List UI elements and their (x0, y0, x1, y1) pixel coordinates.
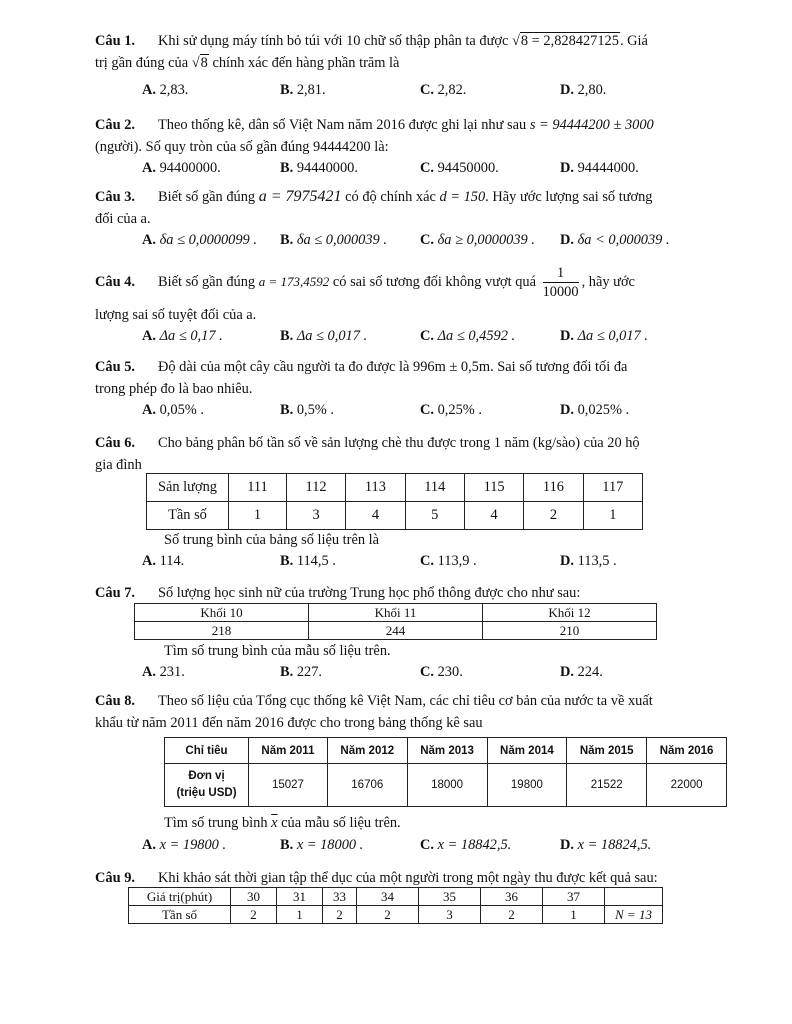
table-cell: 1 (543, 906, 605, 924)
fraction-denominator: 10000 (542, 284, 579, 301)
options-q1 (142, 79, 702, 101)
table-header-cell: Khối 12 (483, 604, 657, 622)
question-text: Theo thống kê, dân số Việt Nam năm 2016 được ghi lại như sau (158, 117, 527, 133)
option-d[interactable]: D. Δa ≤ 0,017 . (560, 328, 648, 344)
question-text: chính xác đến hàng phần trăm là (212, 55, 400, 71)
table-header-cell: Năm 2015 (567, 738, 647, 764)
option-a[interactable]: A. 0,05% . (142, 402, 204, 418)
question-text: lượng sai số tuyệt đối của a. (95, 307, 257, 323)
option-d[interactable]: D. 2,80. (560, 82, 607, 98)
question-1: Câu 1. Khi sử dụng máy tính bỏ túi với 10 chữ số thập phân ta được √8 = 2,828427125. Giá trị gần đúng của √8 chính xác đến hàng phần trăm là (95, 30, 705, 74)
fraction-numerator: 1 (556, 265, 565, 282)
table-cell: 111 (229, 474, 287, 502)
table-header-cell: Năm 2011 (249, 738, 328, 764)
sqrt-radicand: 8 (200, 55, 208, 71)
option-a[interactable]: A. 114. (142, 553, 185, 569)
question-text: Tìm số trung bình (164, 815, 268, 831)
question-8 (95, 690, 705, 734)
table-cell: 34 (357, 888, 419, 906)
xbar-symbol: $\overline{x}$ (271, 815, 278, 831)
question-label: Câu 2. (95, 117, 135, 133)
question-text: . Sai số tương đối tối đa (490, 359, 628, 375)
table-header-cell: Năm 2014 (487, 738, 567, 764)
question-label: Câu 9. (95, 870, 135, 886)
students-table (134, 603, 657, 640)
option-a[interactable]: A. 94400000. (142, 160, 221, 176)
option-b[interactable]: B. 94440000. (280, 160, 358, 176)
option-c[interactable]: C. 0,25% . (420, 402, 482, 418)
option-c[interactable]: C. x = 18842,5. (420, 837, 512, 853)
option-a[interactable]: A. 231. (142, 664, 185, 680)
option-b[interactable]: B. 2,81. (280, 82, 326, 98)
table-cell: 115 (464, 474, 523, 502)
table-cell: 244 (309, 622, 483, 640)
options-q4 (142, 325, 702, 347)
table-row (165, 764, 727, 807)
table-cell: 1 (583, 502, 642, 530)
question-text: khẩu từ năm 2011 đến năm 2016 được cho trong bảng thống kê sau (95, 715, 483, 731)
question-text: . Hãy ước lượng sai số tương (485, 189, 653, 205)
question-5 (95, 356, 705, 400)
question-text: trị gần đúng của (95, 55, 189, 71)
options-q7 (142, 661, 702, 683)
table-cell: N = 13 (605, 906, 663, 924)
table-row (129, 906, 663, 924)
question-label: Câu 3. (95, 189, 135, 205)
question-text: Biết số gần đúng (158, 274, 256, 290)
question-text: của mẫu số liệu trên. (281, 815, 401, 831)
question-4-cont (95, 304, 705, 326)
options-q3 (142, 229, 702, 251)
option-b[interactable]: B. δa ≤ 0,000039 . (280, 232, 387, 248)
question-6 (95, 432, 705, 476)
question-text: có độ chính xác (345, 189, 436, 205)
question-text: Số trung bình của bảng số liệu trên là (164, 532, 380, 548)
question-text: (người). Số quy tròn của số gần đúng 94444200 là: (95, 139, 389, 155)
table-cell: 35 (419, 888, 481, 906)
table-cell: 18000 (407, 764, 487, 807)
table-cell: 114 (405, 474, 464, 502)
option-d[interactable]: D. 224. (560, 664, 603, 680)
table-cell: 1 (229, 502, 287, 530)
table-cell: 33 (323, 888, 357, 906)
option-b[interactable]: B. 114,5 . (280, 553, 336, 569)
table-cell: 210 (483, 622, 657, 640)
equation: d = 150 (439, 189, 486, 205)
table-cell: 30 (231, 888, 277, 906)
table-cell: 4 (464, 502, 523, 530)
table-cell: 113 (346, 474, 405, 502)
question-text: Số lượng học sinh nữ của trường Trung học phổ thông được cho như sau: (158, 585, 581, 601)
table-cell (605, 888, 663, 906)
table-cell: 1 (277, 906, 323, 924)
table-cell: 3 (286, 502, 345, 530)
equation: a = 173,4592 (258, 274, 330, 289)
question-label: Câu 5. (95, 359, 135, 375)
question-text: gia đình (95, 457, 142, 473)
option-a[interactable]: A. Δa ≤ 0,17 . (142, 328, 223, 344)
table-header-cell: Giá trị(phút) (129, 888, 231, 906)
question-4 (95, 260, 705, 304)
option-b[interactable]: B. 227. (280, 664, 322, 680)
table-cell: 5 (405, 502, 464, 530)
table-header-cell: Năm 2016 (647, 738, 727, 764)
table-cell: 3 (419, 906, 481, 924)
question-2 (95, 114, 705, 136)
table-cell: 21522 (567, 764, 647, 807)
option-d[interactable]: D. 94444000. (560, 160, 639, 176)
table-cell: 31 (277, 888, 323, 906)
table-cell: 2 (231, 906, 277, 924)
question-text: Tìm số trung bình của mẫu số liệu trên. (164, 643, 391, 659)
question-text: Khi sử dụng máy tính bỏ túi với 10 chữ số thập phân ta được (158, 33, 509, 49)
option-d[interactable]: D. 0,025% . (560, 402, 630, 418)
table-cell: 22000 (647, 764, 727, 807)
option-c[interactable]: C. 113,9 . (420, 553, 477, 569)
table-header-cell: Sản lượng (147, 474, 229, 502)
exercise-table (128, 887, 663, 924)
options-q8 (142, 834, 702, 856)
table-cell: 2 (524, 502, 583, 530)
question-label: Câu 4. (95, 274, 135, 290)
option-b[interactable]: B. 0,5% . (280, 402, 334, 418)
table-header-cell: Khối 11 (309, 604, 483, 622)
question-label: Câu 7. (95, 585, 135, 601)
export-table (164, 737, 727, 807)
option-a[interactable]: A. δa ≤ 0,0000099 . (142, 232, 257, 248)
unit-label: Đơn vị (188, 770, 225, 782)
question-label: Câu 8. (95, 693, 135, 709)
table-cell: 15027 (249, 764, 328, 807)
table-cell: 112 (286, 474, 345, 502)
question-text: đối của a. (95, 211, 151, 227)
question-text: Khi khảo sát thời gian tập thể dục của một người trong một ngày thu được kết quả sau: (158, 870, 658, 886)
table-cell: 2 (323, 906, 357, 924)
table-row (129, 888, 663, 906)
option-c[interactable]: C. δa ≥ 0,0000039 . (420, 232, 535, 248)
option-b[interactable]: B. Δa ≤ 0,017 . (280, 328, 368, 344)
question-text: có sai số tương đối không vượt quá (332, 274, 536, 290)
question-8-prompt (164, 813, 401, 833)
table-cell: 2 (481, 906, 543, 924)
table-cell: 4 (346, 502, 405, 530)
table-row (135, 604, 657, 622)
table-header-cell: Chỉ tiêu (165, 738, 249, 764)
question-text: , hãy ước (581, 274, 635, 290)
table-header-cell: Tần số (129, 906, 231, 924)
option-d[interactable]: D. δa < 0,000039 . (560, 232, 670, 248)
option-d[interactable]: D. 113,5 . (560, 553, 617, 569)
table-cell: 218 (135, 622, 309, 640)
table-cell: 37 (543, 888, 605, 906)
table-row (147, 502, 643, 530)
question-text: Biết số gần đúng (158, 189, 256, 205)
table-header-cell: Khối 10 (135, 604, 309, 622)
option-c[interactable]: C. 230. (420, 664, 463, 680)
option-a[interactable]: A. x = 19800 . (142, 837, 227, 853)
table-cell: 2 (357, 906, 419, 924)
question-text: Theo số liệu của Tổng cục thống kê Việt Nam, các chỉ tiêu cơ bản của nước ta về xuất (158, 693, 653, 709)
option-c[interactable]: C. Δa ≤ 0,4592 . (420, 328, 516, 344)
option-b[interactable]: B. x = 18000 . (280, 837, 364, 853)
options-q5 (142, 399, 702, 421)
option-c[interactable]: C. 2,82. (420, 82, 467, 98)
table-cell: 117 (583, 474, 642, 502)
production-table (146, 473, 643, 530)
question-9 (95, 867, 705, 889)
question-7 (95, 582, 705, 604)
fraction (543, 264, 579, 301)
table-header-cell: Năm 2013 (407, 738, 487, 764)
table-cell: 16706 (327, 764, 407, 807)
table-cell: 116 (524, 474, 583, 502)
table-row (135, 622, 657, 640)
question-text: trong phép đo là bao nhiêu. (95, 381, 253, 397)
question-3 (95, 186, 705, 230)
equation: s = 94444200 ± 3000 (529, 117, 654, 133)
table-cell: 19800 (487, 764, 567, 807)
table-row (165, 738, 727, 764)
options-q6 (142, 550, 702, 572)
table-row (147, 474, 643, 502)
option-d[interactable]: D. x = 18824,5. (560, 837, 652, 853)
option-c[interactable]: C. 94450000. (420, 160, 499, 176)
question-text: Cho bảng phân bố tần số về sản lượng chè thu được trong 1 năm (kg/sào) của 20 hộ (158, 435, 640, 451)
table-header-cell: Năm 2012 (327, 738, 407, 764)
option-a[interactable]: A. 2,83. (142, 82, 189, 98)
unit-label: (triệu USD) (176, 787, 237, 799)
equation: a = 7975421 (258, 188, 342, 205)
question-label: Câu 6. (95, 435, 135, 451)
table-cell: 36 (481, 888, 543, 906)
options-q2 (142, 157, 702, 179)
question-2-cont (95, 136, 705, 158)
equation: 996m ± 0,5m (413, 359, 491, 375)
table-header-cell (165, 764, 249, 807)
table-header-cell: Tần số (147, 502, 229, 530)
sqrt-equation: 8 = 2,828427125 (520, 33, 619, 49)
question-text: Độ dài của một cây cầu người ta đo được là (158, 359, 410, 375)
question-text: . Giá (619, 33, 648, 49)
question-label: Câu 1. (95, 33, 135, 49)
